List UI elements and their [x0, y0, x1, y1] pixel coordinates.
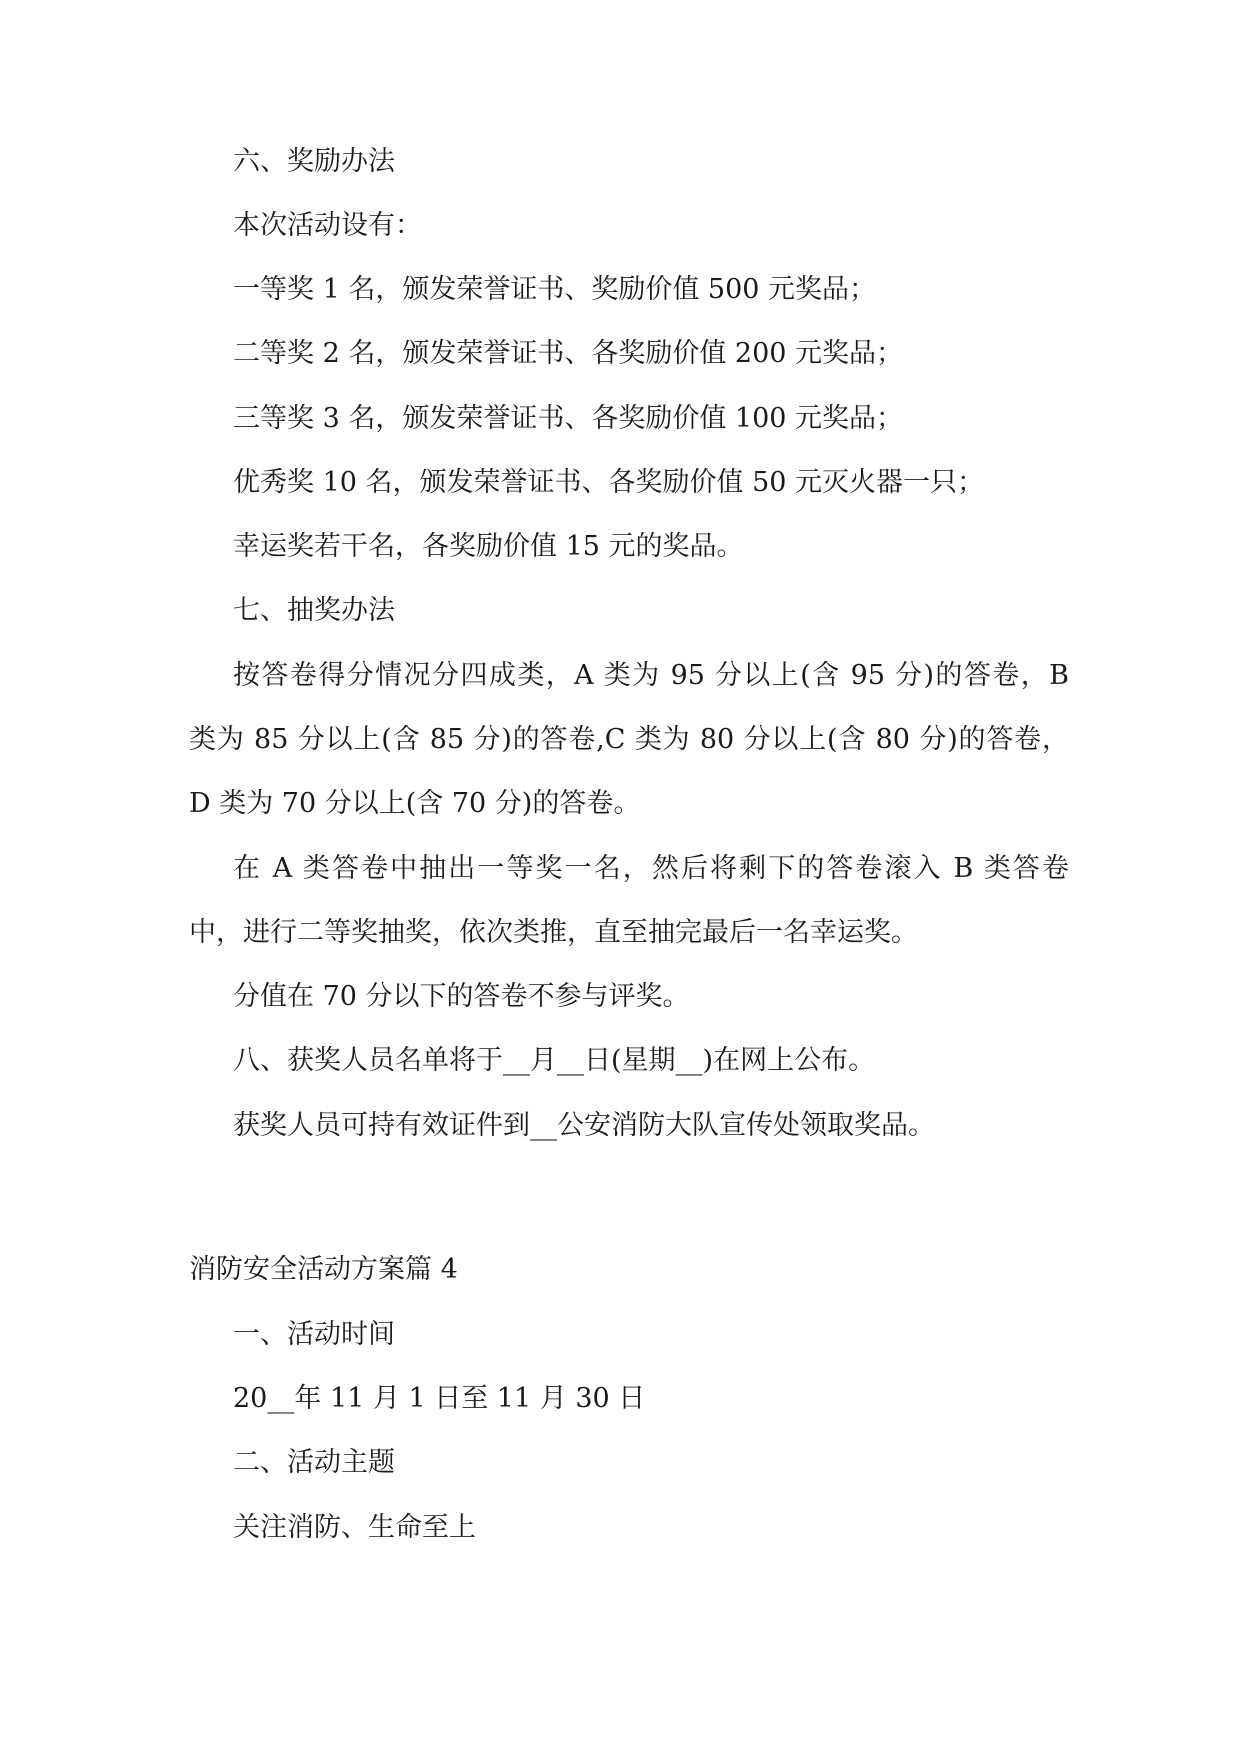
prize-excellence: 优秀奖 10 名，颁发荣誉证书、各奖励价值 50 元灭火器一只；	[233, 467, 985, 498]
section7-para1-line2: 类为 85 分以上(含 85 分)的答卷,C 类为 80 分以上(含 80 分)的答卷，	[189, 724, 1069, 755]
plan4-time-heading: 一、活动时间	[233, 1319, 395, 1350]
section8-note: 获奖人员可持有效证件到__公安消防大队宣传处领取奖品。	[233, 1110, 935, 1141]
plan4-theme-heading: 二、活动主题	[233, 1447, 395, 1478]
section6-intro: 本次活动设有：	[233, 210, 422, 241]
plan4-time-value: 20__年 11 月 1 日至 11 月 30 日	[233, 1383, 646, 1414]
section6-heading: 六、奖励办法	[233, 146, 395, 177]
prize-first: 一等奖 1 名，颁发荣誉证书、奖励价值 500 元奖品；	[233, 274, 877, 305]
prize-third: 三等奖 3 名，颁发荣誉证书、各奖励价值 100 元奖品；	[233, 403, 904, 434]
plan4-title: 消防安全活动方案篇 4	[189, 1254, 458, 1285]
section7-para1-line3: D 类为 70 分以上(含 70 分)的答卷。	[189, 788, 641, 819]
section7-para2-line2: 中，进行二等奖抽奖，依次类推，直至抽完最后一名幸运奖。	[189, 917, 918, 948]
section8-heading: 八、获奖人员名单将于__月__日(星期__)在网上公布。	[233, 1045, 876, 1076]
section7-para2-line1: 在 A 类答卷中抽出一等奖一名，然后将剩下的答卷滚入 B 类答卷	[233, 853, 1069, 884]
section7-heading: 七、抽奖办法	[233, 595, 395, 626]
plan4-theme-value: 关注消防、生命至上	[233, 1512, 476, 1543]
section7-para3: 分值在 70 分以下的答卷不参与评奖。	[233, 981, 690, 1012]
prize-lucky: 幸运奖若干名，各奖励价值 15 元的奖品。	[233, 531, 744, 562]
prize-second: 二等奖 2 名，颁发荣誉证书、各奖励价值 200 元奖品；	[233, 338, 904, 369]
section7-para1-line1: 按答卷得分情况分四成类，A 类为 95 分以上(含 95 分)的答卷，B	[233, 660, 1069, 691]
